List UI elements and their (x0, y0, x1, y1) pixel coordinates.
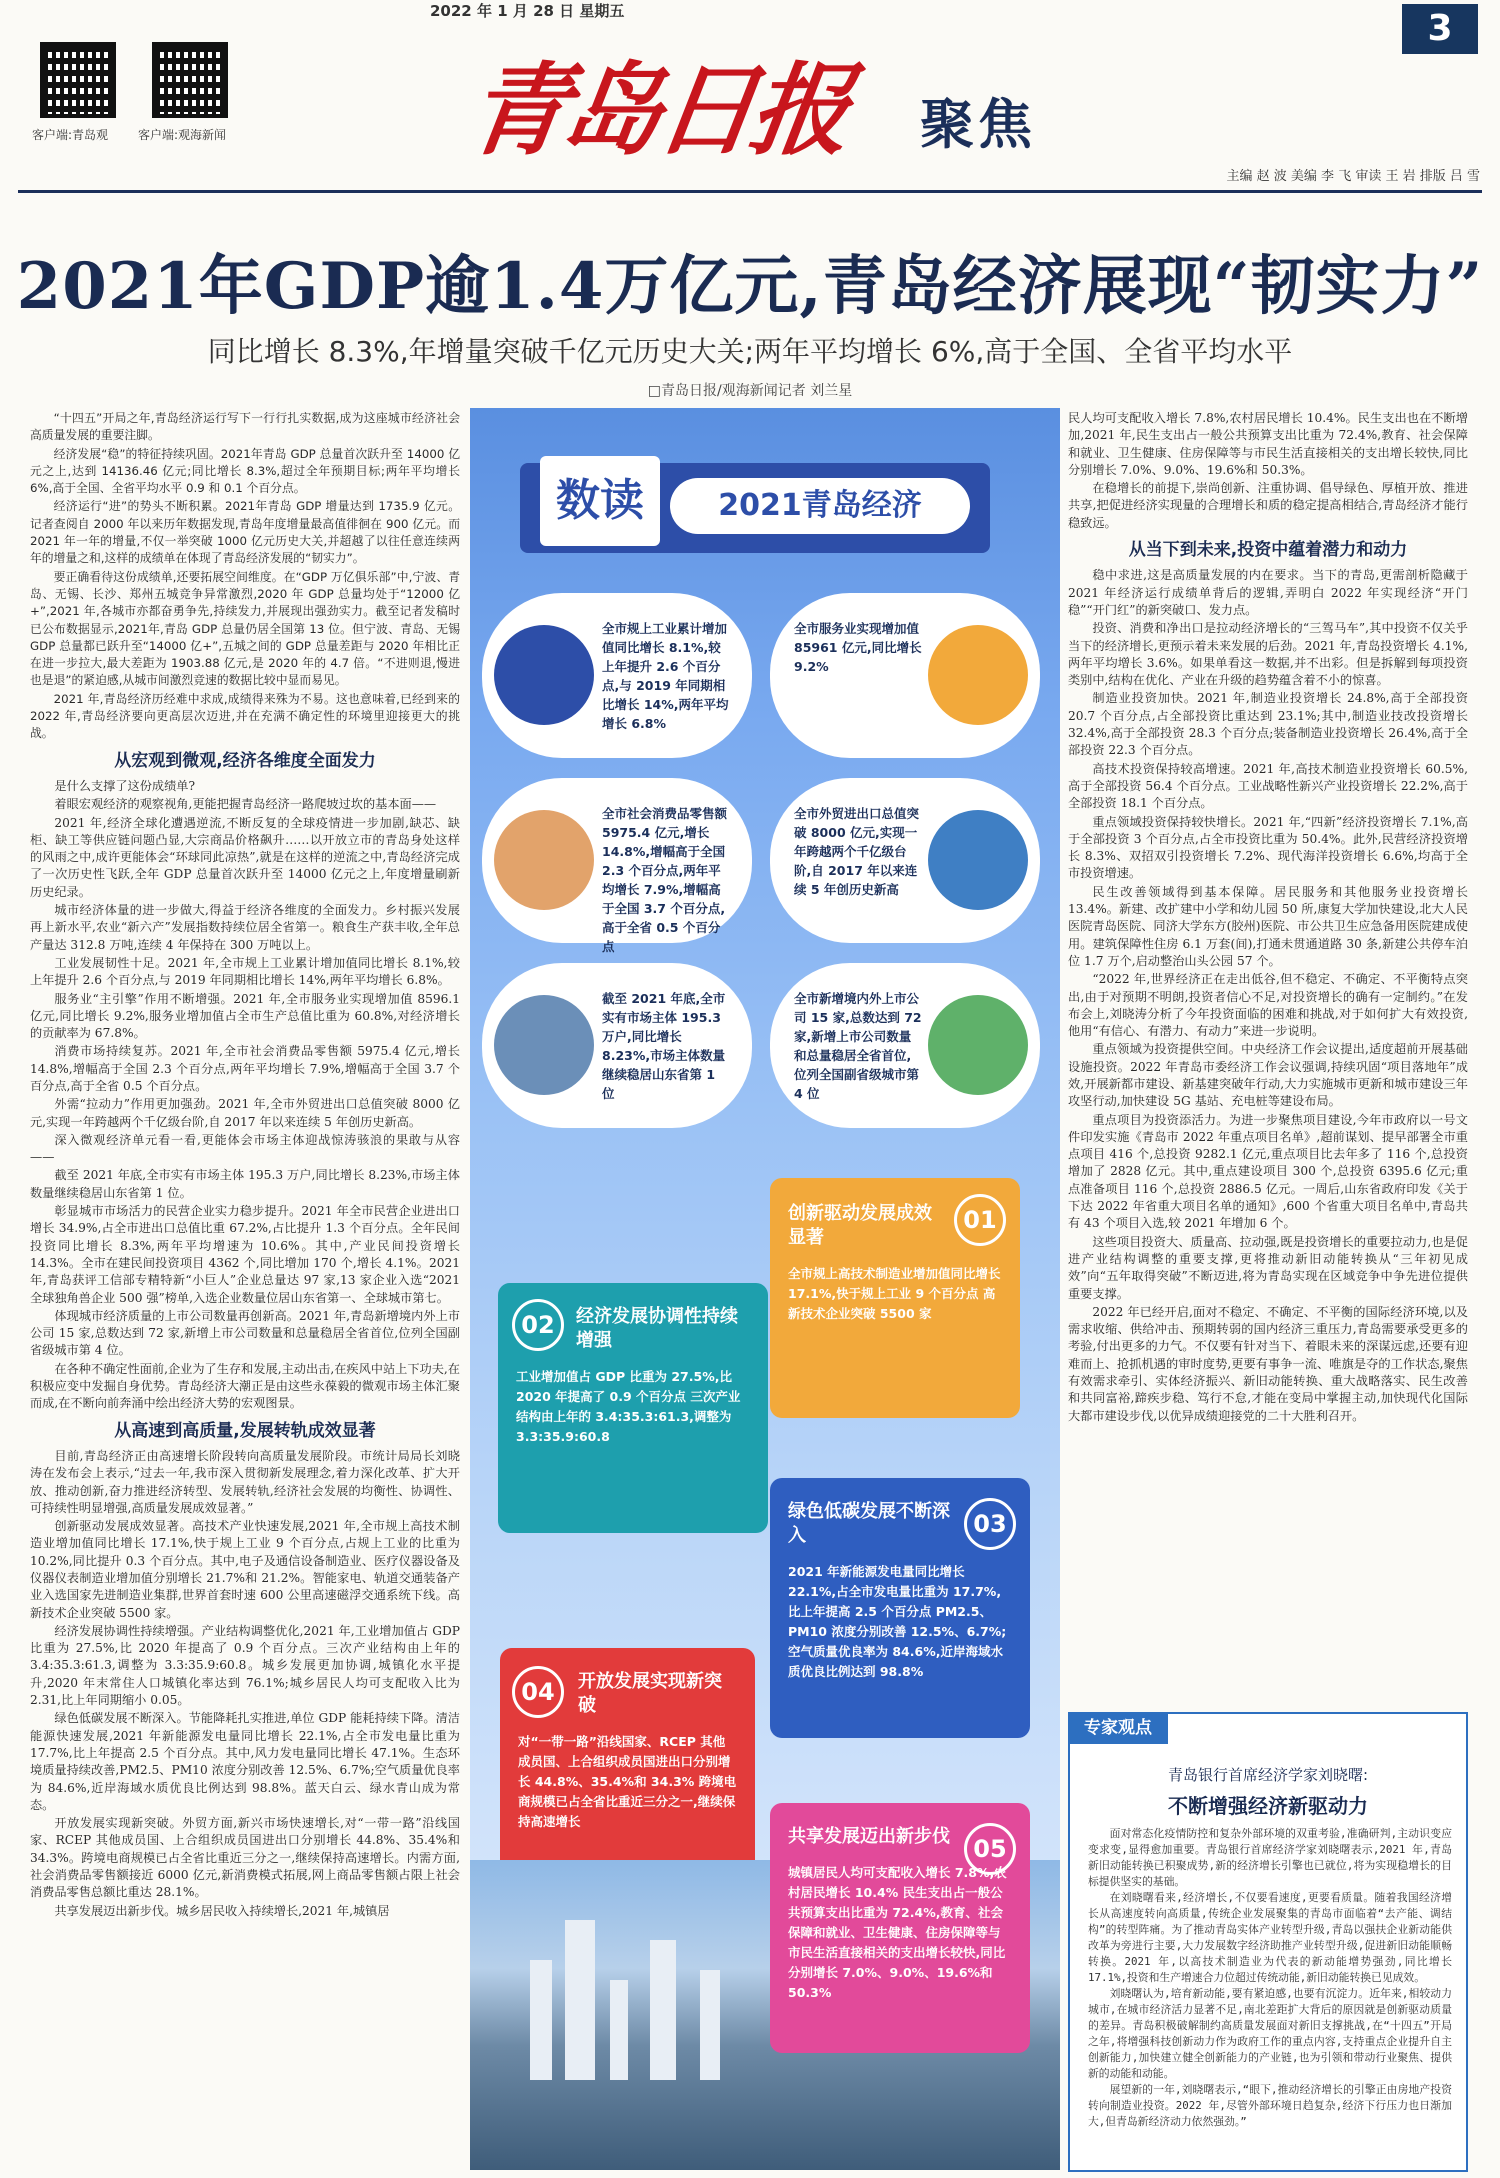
bar-chart-icon (928, 995, 1028, 1095)
card-number: 05 (964, 1823, 1016, 1875)
paragraph: 面对常态化疫情防控和复杂外部环境的双重考验,准确研判,主动识变应变求变,显得愈加重要。青岛银行首席经济学家刘晓曙表示,2021 年,青岛新旧动能转换已积聚成势,新的经济增长引擎也已就位,将为实现稳增长的目标提供坚实的基础。 (1088, 1827, 1452, 1888)
section-heading: 从高速到高质量,发展转轨成效显著 (114, 1420, 376, 1441)
card-body: 全市规上高技术制造业增加值同比增长 17.1%,快于规上工业 9 个百分点 高新技术企业突破 5500 家 (788, 1266, 1001, 1321)
paragraph: 体现城市经济质量的上市公司数量再创新高。2021 年,青岛新增境内外上市公司 15 家,总数达到 72 家,新增上市公司数量和总量稳居全省首位,位列全国副省级城市第 4 位。 (30, 1308, 460, 1358)
paragraph: 绿色低碳发展不断深入。节能降耗扎实推进,单位 GDP 能耗持续下降。清洁能源快速发展,2021 年新能源发电量同比增长 22.1%,占全市发电量比重为 17.7%,比上年提高 2.5 个百分点。其中,风力发电量同比增长 47.1%。生态环境质量持续改善,PM2.5、PM10 浓度分别改善 12.5%、6.7%;空气质量优良率为 84.6%,近岸海域水质优良比例达到 98.8%。蓝天白云、绿水青山成为常态。 (30, 1711, 460, 1812)
skyscraper (650, 1940, 676, 2080)
paragraph: 消费市场持续复苏。2021 年,全市社会消费品零售额 5975.4 亿元,增长 14.8%,增幅高于全国 2.3 个百分点,两年平均增长 7.9%,增幅高于全国 3.7 个百分点,高于全省 0.5 个百分点。 (30, 1044, 460, 1093)
expert-tag: 专家观点 (1068, 1712, 1168, 1744)
paragraph: 是什么支撑了这份成绩单? (54, 778, 195, 793)
right-article-column (1068, 410, 1468, 1700)
skyscraper (565, 1920, 595, 2080)
stat-text: 全市外贸进出口总值突破 8000 亿元,实现一年跨越两个千亿级台阶,自 2017 年以来连续 5 年创历史新高 (794, 806, 920, 897)
worker-icon (928, 625, 1028, 725)
expert-body (1088, 1826, 1452, 2166)
card-title: 绿色低碳发展不断深入 (788, 1501, 950, 1546)
shopping-bag-icon (494, 810, 594, 910)
cityscape-icon (494, 995, 594, 1095)
card-number: 03 (964, 1498, 1016, 1550)
byline: □青岛日报/观海新闻记者 刘兰星 (647, 383, 853, 399)
section-heading: 从宏观到微观,经济各维度全面发力 (114, 750, 376, 771)
stat-text: 截至 2021 年底,全市实有市场主体 195.3 万户,同比增长 8.23%,市场主体数量继续稳居山东省第 1 位 (602, 991, 726, 1101)
paragraph: 服务业“主引擎”作用不断增强。2021 年,全市服务业实现增加值 8596.1 亿元,同比增长 9.2%,服务业增加值占全市生产总值比重为 60.8%,对经济增长的贡献率为 67.8%。 (30, 991, 460, 1041)
stat-text: 全市新增境内外上市公司 15 家,总数达到 72 家,新增上市公司数量和总量稳居全省首位,位列全国副省级城市第 4 位 (794, 991, 922, 1101)
qr-code-icon (40, 42, 116, 118)
paragraph: 要正确看待这份成绩单,还要拓展空间维度。在“GDP 万亿俱乐部”中,宁波、青岛、无锡、长沙、郑州五城竞争异常激烈,2020 年 GDP 总量均处于“12000 亿+”,2021 年,各城市亦都奋勇争先,持续发力,并展现出强劲实力。截至记者发稿时已公布数据显示,2021年,青岛 GDP 总量仍居全国第 13 位。但宁波、青岛、无锡 GDP 总量都已跃升至“14000 亿+”,五城之间的 GDP 总量差距与 2020 年相比正在进一步拉大,最大差距为 1903.88 亿元,是 2020 年的 4.7 倍。“不进则退,慢进也是退”的紧迫感,从城市间激烈竞速的数据比较中显而易见。 (30, 569, 460, 688)
highlight-card-innovation (770, 1178, 1020, 1418)
shipping-container-icon (928, 810, 1028, 910)
editor-credits: 主编 赵 波 美编 李 飞 审读 王 岩 排版 吕 雪 (1226, 169, 1480, 184)
stat-bubble-consumption (482, 778, 752, 954)
paragraph: 工业发展韧性十足。2021 年,全市规上工业累计增加值同比增长 8.1%,较上年提升 2.6 个百分点,与 2019 年同期相比增长 14%,两年平均增长 6.8%。 (30, 955, 460, 988)
paragraph: “2022 年,世界经济正在走出低谷,但不稳定、不确定、不平衡特点突出,由于对预期不明朗,投资者信心不足,对投资增长的确有一定制约。”在发布会上,刘晓涛分析了今年投资面临的困难和挑战,对于如何扩大有效投资,他用“有信心、有潜力、有动力”来进一步说明。 (1068, 972, 1468, 1039)
stat-bubble-trade (770, 778, 1040, 943)
section-heading: 从当下到未来,投资中蕴着潜力和动力 (1128, 540, 1408, 561)
infographic-title: 2021青岛经济 (670, 478, 970, 534)
wrench-icon (494, 625, 594, 725)
paragraph: 开放发展实现新突破。外贸方面,新兴市场快速增长,对“一带一路”沿线国家、RCEP 其他成员国、上合组织成员国进出口分别增长 44.8%、35.4%和 34.3%。跨境电商规模已占全省比重近三分之一,继续保持高速增长。内需方面,社会消费品零售额接近 6000 亿元,新消费模式拓展,网上商品零售额占限上社会消费品零售总额比重达 28.1%。 (30, 1816, 460, 1900)
paragraph: 投资、消费和净出口是拉动经济增长的“三驾马车”,其中投资不仅关乎当下的经济增长,更预示着未来发展的后劲。2021 年,青岛投资增长 4.1%,两年平均增长 3.6%。如果单看这一数据,并不出彩。但是拆解到每项投资类别中,结构在优化、产业在升级的趋势蕴含着不小的惊喜。 (1068, 621, 1468, 688)
paragraph: 展望新的一年,刘晓曙表示,“眼下,推动经济增长的引擎正由房地产投资转向制造业投资。2022 年,尽管外部环境日趋复杂,经济下行压力也日渐加大,但青岛新经济动力依然强劲。” (1088, 2083, 1452, 2128)
card-number: 04 (512, 1666, 564, 1718)
paragraph: 截至 2021 年底,全市实有市场主体 195.3 万户,同比增长 8.23%,市场主体数量继续稳居山东省第 1 位。 (30, 1168, 460, 1200)
paragraph: 在稳增长的前提下,崇尚创新、注重协调、倡导绿色、厚植开放、推进共享,把促进经济实现量的合理增长和质的稳定提高相结合,青岛经济才能行稳致远。 (1068, 481, 1468, 530)
paragraph: 共享发展迈出新步伐。城乡居民收入持续增长,2021 年,城镇居 (54, 1903, 390, 1918)
stat-bubble-services (770, 593, 1040, 758)
highlight-card-green (770, 1478, 1030, 1738)
stat-text: 全市规上工业累计增加值同比增长 8.1%,较上年提升 2.6 个百分点,与 2019 年同期相比增长 14%,两年平均增长 6.8% (602, 621, 729, 731)
stat-bubble-market-entities (482, 963, 752, 1128)
paragraph: 重点领域为投资提供空间。中央经济工作会议提出,适度超前开展基础设施投资。2022 年青岛市委经济工作会议强调,持续巩固“项目落地年”成效,开展新都市建设、新基建突破年行动,大力实施城市更新和城市建设三年攻坚行动,加快建设 5G 基站、充电桩等建设布局。 (1068, 1042, 1468, 1109)
stat-bubble-listed-companies (770, 963, 1040, 1128)
skyscraper (530, 1960, 552, 2080)
paragraph: 在刘晓曙看来,经济增长,不仅要看速度,更要看质量。随着我国经济增长从高速度转向高质量,传统企业发展聚集的青岛市面临着“去产能、调结构”的转型阵痛。为了推动青岛实体产业转型升级,青岛以强扶企业新动能供改革为旁进行主要,大力发展数字经济助推产业转型升级,促进新旧动能顺畅转换。2021 年,以高技术制造业为代表的新动能增势强劲,同比增长 17.1%,投资和生产增速合力位超过传统动能,新旧动能转换已见成效。 (1088, 1891, 1452, 1984)
masthead-divider (18, 190, 1482, 193)
card-number: 02 (512, 1299, 564, 1351)
paragraph: 在各种不确定性面前,企业为了生存和发展,主动出击,在疾风中站上下功夫,在积极应变中发掘自身优势。青岛经济大潮正是由这些永葆毅的微观市场主体汇聚而成,在不断向前奔涌中绘出经济大势的宏观图景。 (30, 1361, 460, 1411)
qr-label: 客户端:观海新闻 (138, 128, 227, 142)
paragraph: 深入微观经济单元看一看,更能体会市场主体迎战惊涛骇浪的果敢与从容—— (30, 1132, 460, 1165)
stat-text: 全市服务业实现增加值 85961 亿元,同比增长 9.2% (794, 621, 922, 674)
stat-text: 全市社会消费品零售额 5975.4 亿元,增长 14.8%,增幅高于全国 2.3 个百分点,两年平均增长 7.9%,增幅高于全国 3.7 个百分点,高于全省 0.5 个百分点 (602, 806, 728, 954)
paragraph: 经济运行“进”的势头不断积累。2021年青岛 GDP 增量达到 1735.9 亿元。记者查阅自 2000 年以来历年数据发现,青岛年度增量最高值徘徊在 900 亿元。而 2021 年一年的增量,不仅一举突破 1000 亿元历史大关,并超越了以往任意连续两年的增量之和,这样的成绩单在体现了青岛经济发展的“韧实力”。 (30, 499, 460, 566)
left-article-column (30, 410, 460, 2170)
qr-code-icon (152, 42, 228, 118)
paragraph: 重点项目为投资添活力。为进一步聚焦项目建设,今年市政府以一号文件印发实施《青岛市 2022 年重点项目名单》,超前谋划、提早部署全市重点项目 416 个,总投资 9282.1 亿元,重点项目比去年多了 116 个,总投资增加了 2828 亿元。其中,重点建设项目 300 个,总投资 6395.6 亿元;重点准备项目 116 个,总投资 2886.5 亿元。一周后,山东省政府印发《关于下达 2022 年省重大项目名单的通知》,600 个省重大项目名单中,青岛共有 43 个项目入选,较 2021 年增加 6 个。 (1068, 1112, 1468, 1231)
subheadline: 同比增长 8.3%,年增量突破千亿元历史大关;两年平均增长 6%,高于全国、全省平均水平 (207, 335, 1293, 368)
infographic (470, 408, 1060, 2170)
skyscraper (610, 1980, 628, 2080)
qr-label: 客户端:青岛观 (32, 128, 109, 142)
paragraph: “十四五”开局之年,青岛经济运行写下一行行扎实数据,成为这座城市经济社会高质量发展的重要注脚。 (30, 411, 460, 443)
paragraph: 经济发展“稳”的特征持续巩固。2021年青岛 GDP 总量首次跃升至 14000 亿元之上,达到 14136.46 亿元;同比增长 8.3%,超过全年预期目标;两年平均增长 6%,高于全国、全省平均水平 0.9 和 0.1 个百分点。 (30, 446, 460, 496)
highlight-card-sharing (770, 1803, 1030, 2053)
paragraph: 创新驱动发展成效显著。高技术产业快速发展,2021 年,全市规上高技术制造业增加值同比增长 17.1%,快于规上工业 9 个百分点,占规上工业的比重为 10.2%,同比提升 0.3 个百分点。其中,电子及通信设备制造业、医疗仪器设备及仪器仪表制造业增加值分别增长 21.7%和 21.2%。智能家电、轨道交通装备产业入选国家先进制造业集群,世界首套时速 600 公里高速磁浮交通系统下线。高新技术企业突破 5500 家。 (30, 1519, 460, 1620)
stat-bubble-industry (482, 593, 752, 758)
expert-headline: 不断增强经济新驱动力 (1168, 1794, 1368, 1818)
paragraph: 刘晓曙认为,培育新动能,要有紧迫感,也要有沉淀力。近年来,相较动力城市,在城市经济活力显著不足,南北差距扩大背后的原因就是创新驱动质量的差异。青岛积极破解制约高质量发展面对新旧支撑挑战,在“十四五”开局之年,将增强科技创新动力作为政府工作的重点内容,支持重点企业提升自主创新能力,加快建立健全创新能力的产业链,也为引领和带动行业聚焦、提供新的动能和动能。 (1088, 1987, 1452, 2080)
paragraph: 2021 年,经济全球化遭遇逆流,不断反复的全球疫情进一步加剧,缺芯、缺柜、缺工等供应链问题凸显,大宗商品价格飙升……以开放立市的青岛身处这样的风雨之中,成许更能体会“环球同此凉热”,就是在这样的逆流之中,青岛经济完成了一次历史性飞跃,全年 GDP 总量首次跃升至 14000 亿元之上,年度增量刷新历史纪录。 (30, 815, 460, 899)
paragraph: 这些项目投资大、质量高、拉动强,既是投资增长的重要拉动力,也是促进产业结构调整的重要支撑,更将推动新旧动能转换从“三年初见成效”向“五年取得突破”不断迈进,将为青岛实现在区域竞争中争先进位提供重要支撑。 (1068, 1234, 1468, 1301)
paragraph: 城市经济体量的进一步做大,得益于经济各维度的全面发力。乡村振兴发展再上新水平,农业“新六产”发展指数持续位居全省第一。粮食生产获丰收,全年总产量达 312.8 万吨,连续 4 年保持在 300 万吨以上。 (30, 903, 460, 952)
paragraph: 外需“拉动力”作用更加强劲。2021 年,全市外贸进出口总值突破 8000 亿元,实现一年跨越两个千亿级台阶,自 2017 年以来连续 5 年创历史新高。 (30, 1097, 460, 1129)
paragraph: 民生改善领域得到基本保障。居民服务和其他服务业投资增长 13.4%。新建、改扩建中小学和幼儿园 50 所,康复大学加快建设,北大人民医院青岛医院、同济大学东方(胶州)医院、市公共卫生应急备用医院建成使用。建筑保障性住房 6.1 万套(间),打通未贯通道路 30 条,新建公共停车泊位 1.7 万个,启动整治山头公园 57 个。 (1068, 884, 1468, 968)
expert-name: 青岛银行首席经济学家刘晓曙: (1167, 1766, 1369, 1784)
paragraph: 目前,青岛经济正由高速增长阶段转向高质量发展阶段。市统计局局长刘晓涛在发布会上表示,“过去一年,我市深入贯彻新发展理念,着力深化改革、扩大开放、推动创新,奋力推进经济转型、发展转轨,经济社会发展的均衡性、协调性、可持续性明显增强,高质量发展成效显著。” (30, 1448, 460, 1515)
page-title: 2021年GDP逾1.4万亿元,青岛经济展现“韧实力” (16, 249, 1484, 324)
paragraph: 民人均可支配收入增长 7.8%,农村居民增长 10.4%。民生支出也在不断增加,2021 年,民生支出占一般公共预算支出比重为 72.4%,教育、社会保障和就业、卫生健康、住房保障等与市民生活直接相关的支出增长较快,同比分别增长 7.0%、9.0%、19.6%和 50.3%。 (1068, 411, 1468, 477)
infographic-tag: 数读 (540, 456, 660, 546)
paragraph: 着眼宏观经济的观察视角,更能把握青岛经济一路爬坡过坎的基本面—— (54, 797, 437, 812)
newspaper-logo: 青岛日报 (460, 51, 854, 169)
card-number: 01 (954, 1194, 1006, 1246)
paragraph: 经济发展协调性持续增强。产业结构调整优化,2021 年,工业增加值占 GDP 比重为 27.5%,比 2020 年提高了 0.9 个百分点。三次产业结构由上年的 3.4:35.3:61.3,调整为 3.3:35.9:60.8。城乡发展更加协调,城镇化水平提升,2020 年末常住人口城镇化率达到 76.1%;城乡居民人均可支配收入比为 2.31,比上年同期缩小 0.05。 (30, 1623, 460, 1708)
paragraph: 彰显城市市场活力的民营企业实力稳步提升。2021 年全市民营企业进出口增长 34.9%,占全市进出口总值比重 67.2%,占比提升 1.3 个百分点。全年民间投资同比增长 8.3%,两年平均增速为 10.6%。其中,产业民间投资增长 14.3%。全市在建民间投资项目 4362 个,同比增加 170 个,增长 4.1%。2021 年,青岛获评工信部专精特新“小巨人”企业总量达 97 家,13 家企业入选“2021 全球独角兽企业 500 强”榜单,入选企业数量位居山东省第一、全球城市第七。 (30, 1204, 460, 1305)
paragraph: 制造业投资加快。2021 年,制造业投资增长 24.8%,高于全部投资 20.7 个百分点,占全部投资比重达到 23.1%;其中,制造业技改投资增长 32.4%,高于全部投资 28.3 个百分点;装备制造业投资增长 26.4%,高于全部投资 22.3 个百分点。 (1068, 691, 1468, 758)
page-number: 3 (1402, 4, 1478, 54)
paragraph: 高技术投资保持较高增速。2021 年,高技术制造业投资增长 60.5%,高于全部投资 56.4 个百分点。工业战略性新兴产业投资增长 22.2%,高于全部投资 18.1 个百分点。 (1068, 761, 1468, 811)
section-name: 聚焦 (920, 92, 1036, 156)
skyscraper (700, 1970, 720, 2080)
issue-date: 2022 年 1 月 28 日 星期五 (430, 2, 625, 20)
card-title: 经济发展协调性持续增强 (576, 1306, 738, 1351)
card-body: 2021 年新能源发电量同比增长 22.1%,占全市发电量比重为 17.7%,比上年提高 2.5 个百分点 PM2.5、PM10 浓度分别改善 12.5%、6.7%;空气质量优良率为 84.6%,近岸海域水质优良比例达到 98.8% (788, 1564, 1007, 1679)
highlight-card-coordination (498, 1283, 768, 1533)
card-title: 开放发展实现新突破 (578, 1671, 722, 1716)
card-body: 城镇居民人均可支配收入增长 7.8%,农村居民增长 10.4% 民生支出占一般公共预算支出比重为 72.4%,教育、社会保障和就业、卫生健康、住房保障等与市民生活直接相关的支出增长较快,同比分别增长 7.0%、9.0%、19.6%和 50.3% (788, 1865, 1007, 2000)
paragraph: 重点领域投资保持较快增长。2021 年,“四新”经济投资增长 7.1%,高于全部投资 3 个百分点,占全市投资比重为 50.4%。此外,民营经济投资增长 8.3%、双招双引投资增长 7.2%、现代海洋投资增长 6.6%,均高于全市投资增速。 (1068, 814, 1468, 881)
expert-opinion-box (1068, 1712, 1468, 2172)
paragraph: 2021 年,青岛经济历经难中求成,成绩得来殊为不易。这也意味着,已经到来的 2022 年,青岛经济要向更高层次迈进,并在充满不确定性的环境里迎接更大的挑战。 (30, 691, 460, 741)
card-body: 对“一带一路”沿线国家、RCEP 其他成员国、上合组织成员国进出口分别增长 44.8%、35.4%和 34.3% 跨境电商规模已占全省比重近三分之一,继续保持高速增长 (518, 1734, 737, 1829)
card-body: 工业增加值占 GDP 比重为 27.5%,比 2020 年提高了 0.9 个百分点 三次产业结构由上年的 3.4:35.3:61.3,调整为 3.3:35.9:60.8 (516, 1369, 741, 1444)
highlight-card-openness (500, 1648, 755, 1888)
paragraph: 稳中求进,这是高质量发展的内在要求。当下的青岛,更需剖析隐藏于 2021 年经济运行成绩单背后的逻辑,弄明白 2022 年实现经济“开门稳”“开门红”的新突破口、发力点。 (1068, 568, 1468, 617)
paragraph: 2022 年已经开启,面对不稳定、不确定、不平衡的国际经济环境,以及需求收缩、供给冲击、预期转弱的国内经济三重压力,青岛需要承受更多的考验,付出更多的力气。不仅要有针对当下、着眼未来的深谋远虑,还要有迎难而上、抢抓机遇的审时度势,更要有事争一流、唯旗是夺的工作状态,聚焦有效需求牵引、实体经济振兴、新旧动能转换、重大战略落实、民生改善和共同富裕,蹄疾步稳、笃行不怠,才能在变局中掌握主动,加快现代化国际大都市建设步伐,以优异成绩迎接党的二十大胜利召开。 (1068, 1304, 1468, 1423)
card-title: 创新驱动发展成效显著 (788, 1203, 932, 1248)
card-title: 共享发展迈出新步伐 (788, 1826, 950, 1847)
